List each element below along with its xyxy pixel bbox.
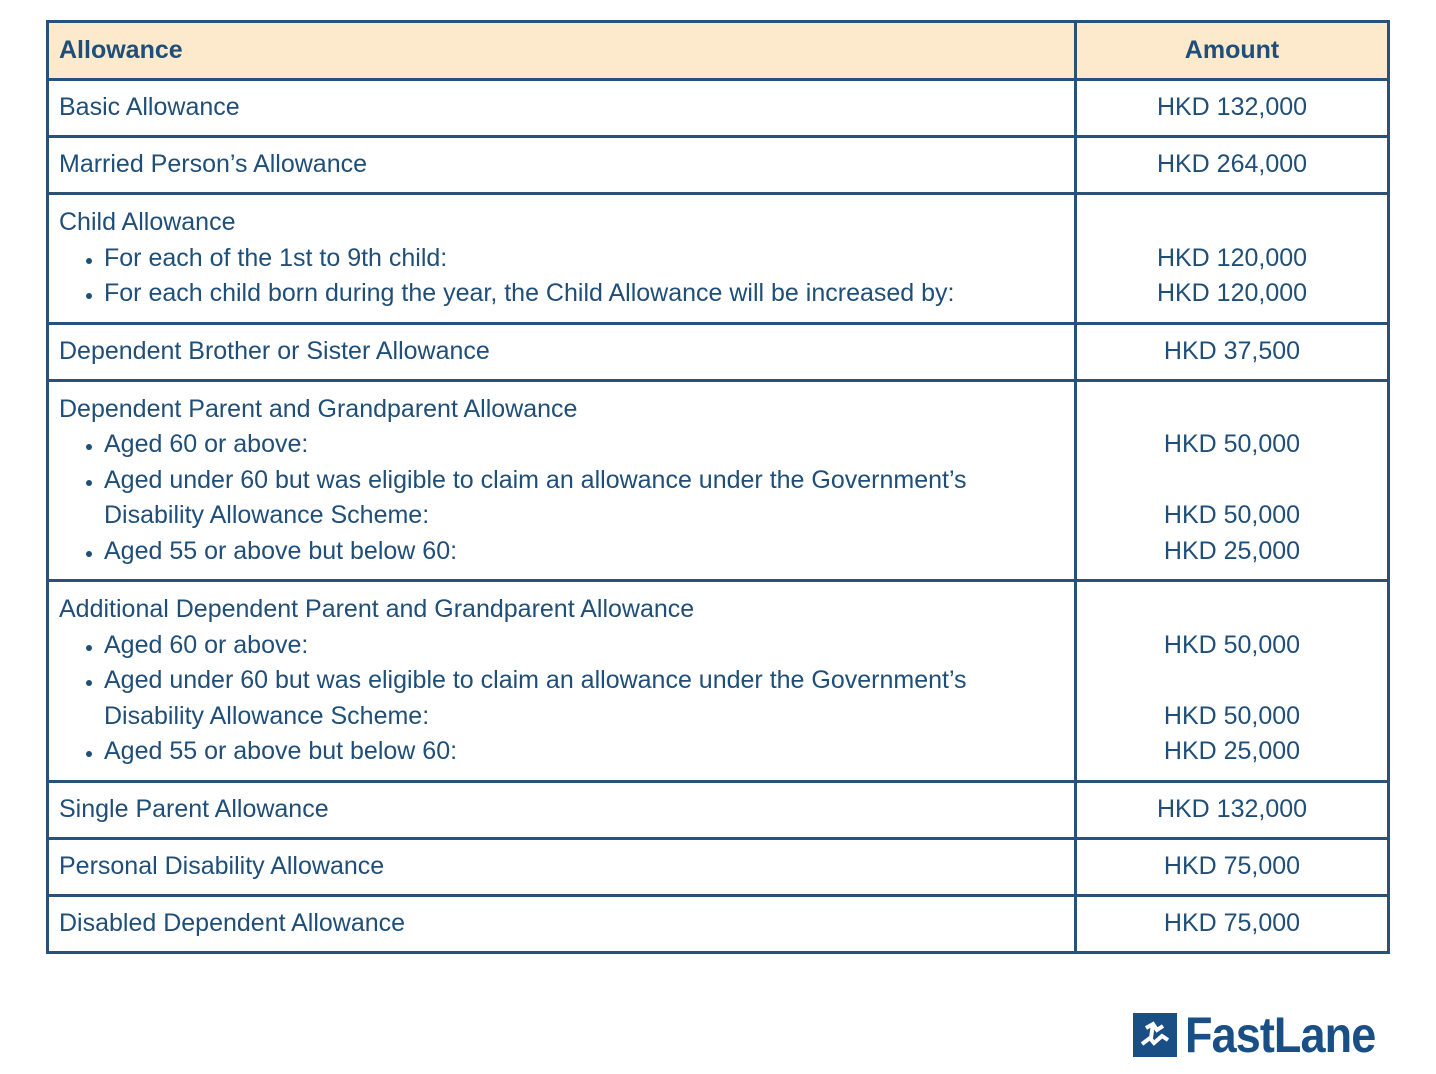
amount-value: HKD 264,000: [1156, 150, 1308, 179]
amount-value: HKD 50,000: [1163, 430, 1301, 458]
allowance-title: Dependent Parent and Grandparent Allowance: [59, 394, 578, 423]
amount-value: [1087, 463, 1377, 499]
amount-value: HKD 37,500: [1163, 336, 1301, 365]
amount-cell: [1076, 80, 1389, 137]
allowance-title: Married Person’s Allowance: [59, 150, 368, 179]
amount-value: HKD 50,000: [1163, 701, 1301, 730]
condition-item: • Aged 60 or above:: [104, 427, 1064, 463]
condition-item: • For each of the 1st to 9th child:: [104, 241, 1064, 277]
table-header-row: [48, 22, 1389, 80]
allowance-cell: [48, 581, 1076, 782]
logo-text: FastLane: [1185, 1007, 1376, 1063]
table-row: [48, 838, 1389, 895]
allowance-title: Personal Disability Allowance: [59, 851, 385, 880]
condition-item: • Aged 55 or above but below 60:: [104, 734, 1064, 770]
allowance-cell: [48, 194, 1076, 324]
allowance-conditions: [59, 241, 1064, 312]
amount-cell: [1076, 581, 1389, 782]
allowance-cell: [48, 895, 1076, 952]
amount-value: [1087, 663, 1377, 699]
amount-value: HKD 75,000: [1163, 908, 1301, 937]
table-row: [48, 323, 1389, 380]
amount-cell: [1076, 194, 1389, 324]
amount-value: HKD 132,000: [1156, 794, 1308, 823]
condition-item: • Aged under 60 but was eligible to claim an allowance under the Government’s Disability Allowance Scheme:: [104, 463, 1064, 534]
allowance-title: Basic Allowance: [59, 93, 240, 122]
amount-value: HKD 50,000: [1163, 501, 1301, 529]
amount-cell: [1076, 137, 1389, 194]
table-row: [48, 581, 1389, 782]
allowance-cell: [48, 781, 1076, 838]
condition-item: • Aged 60 or above:: [104, 628, 1064, 664]
amount-cell: [1076, 838, 1389, 895]
allowance-title: Child Allowance: [59, 208, 236, 236]
runner-icon: [1133, 1013, 1177, 1057]
fastlane-logo: [1133, 1007, 1397, 1063]
amount-value: [1087, 592, 1377, 628]
allowances-table: [46, 20, 1390, 954]
header-allowance: Allowance: [48, 22, 1076, 80]
amount-value: HKD 25,000: [1163, 737, 1301, 765]
allowance-title: Disabled Dependent Allowance: [59, 908, 406, 937]
amount-cell: [1076, 323, 1389, 380]
allowance-conditions: [59, 427, 1064, 569]
amount-value: HKD 120,000: [1156, 279, 1308, 307]
amount-cell: [1076, 380, 1389, 581]
allowance-title: Dependent Brother or Sister Allowance: [59, 336, 490, 365]
allowance-cell: [48, 838, 1076, 895]
amount-cell: [1076, 895, 1389, 952]
allowance-conditions: [59, 628, 1064, 770]
condition-item: • Aged under 60 but was eligible to claim an allowance under the Government’s Disability Allowance Scheme:: [104, 663, 1064, 734]
amount-value: HKD 132,000: [1156, 93, 1308, 122]
condition-item: • Aged 55 or above but below 60:: [104, 534, 1064, 570]
table-row: [48, 80, 1389, 137]
amount-cell: [1076, 781, 1389, 838]
allowance-cell: [48, 80, 1076, 137]
table-row: [48, 194, 1389, 324]
allowance-title: Single Parent Allowance: [59, 794, 329, 823]
condition-item: • For each child born during the year, the Child Allowance will be increased by:: [104, 276, 1064, 312]
table-row: [48, 137, 1389, 194]
allowance-cell: [48, 137, 1076, 194]
amount-value: [1087, 205, 1377, 241]
allowance-title: Additional Dependent Parent and Grandparent Allowance: [59, 595, 695, 623]
table-row: [48, 781, 1389, 838]
table-row: [48, 895, 1389, 952]
allowance-cell: [48, 380, 1076, 581]
allowance-cell: [48, 323, 1076, 380]
table-row: [48, 380, 1389, 581]
amount-value: HKD 75,000: [1163, 851, 1301, 880]
header-amount: Amount: [1076, 22, 1389, 80]
amount-value: HKD 50,000: [1163, 630, 1301, 659]
amount-value: HKD 120,000: [1156, 243, 1308, 272]
amount-value: [1087, 392, 1377, 428]
amount-value: HKD 25,000: [1163, 536, 1301, 565]
